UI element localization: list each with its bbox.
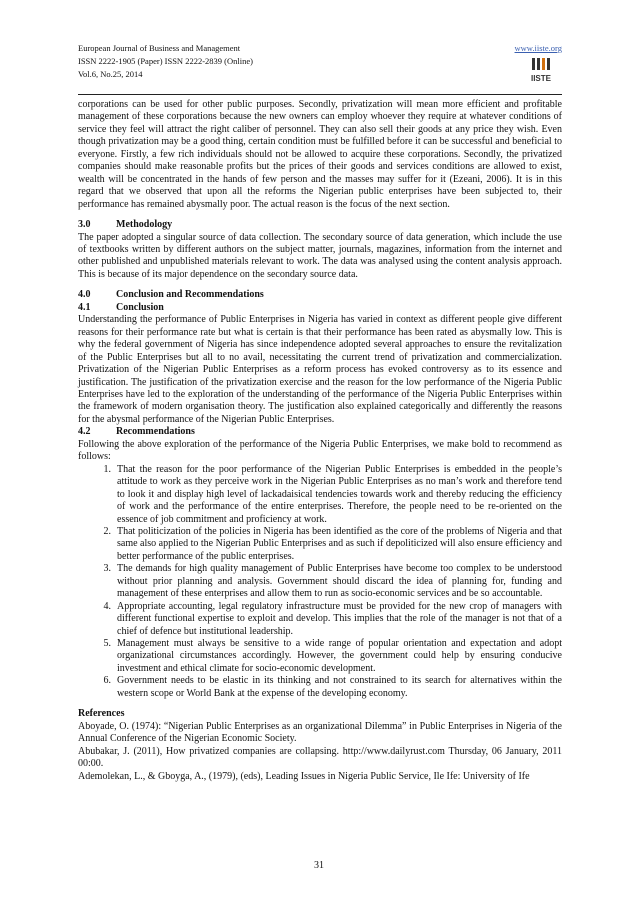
list-number: 5. [103, 638, 111, 650]
list-number: 1. [103, 463, 111, 475]
conclusion-paragraph: Understanding the performance of Public Enterprises in Nigeria has varied in context as different people give different reasons for their performance rate but what is certain is that their performance has been rated as abysmally low. This is why the federal government of Nigeria has since independence adopted several approaches to ensure the revitalization of the Public Enterprises but all to no avail, necessitating the current trend of privatization and commercialization. Privatization of the Nigerian Public Enterprises as a reform process has evoked controversy as to its essence and justification. The justification of the privatization exercise and the reason for the low performance of the Nigeria Public Enterprises have led to the exploration of the understanding of the performance of the Nigeria Public Enterprises within the framework of modern organisation theory. The justification also explained categorically and differently the reasons for the abysmal performance of the Nigerian Public Enterprises. [78, 314, 562, 425]
intro-paragraph: corporations can be used for other public purposes. Secondly, privatization will mean more efficient and profitable management of these corporations because the new owners can employ whoever they require at whatever conditions of service they feel will attract the right caliber of personnel. They can also sell their goods at any price they wish. Even though privatization may be a good thing, certain condition must be fulfilled before it can be successful and beneficial to everyone. Firstly, a few rich individuals should not be allowed to acquire these corporations. Secondly, the privatized companies should make reasonable profits but the prices of their goods and services conditions are allowed to exist, wealth will be concentrated in the hands of few person and the masses may suffer for it (Ezeani, 2006). It is in this regard that we observed that upon all the reforms the Nigerian public enterprises have been subjected to, their performance has remained abysmally poor. The actual reason is the focus of the next section. [78, 99, 562, 210]
list-number: 4. [103, 600, 111, 612]
journal-title: European Journal of Business and Management [78, 43, 241, 53]
list-number: 2. [103, 525, 111, 537]
journal-info [78, 42, 253, 81]
list-item [78, 464, 562, 526]
header-rule [78, 94, 562, 95]
references-heading: References [78, 708, 125, 720]
article-body [78, 99, 562, 783]
logo-text: IISTE [530, 74, 552, 83]
journal-url-link[interactable]: www.iiste.org [514, 43, 562, 53]
subsection-title: Recommendations [116, 426, 195, 438]
list-item [78, 526, 562, 563]
list-number: 6. [103, 675, 111, 687]
list-text: Management must always be sensitive to a wide range of popular orientation and expectation and adopt organizational circumstances accordingly. However, the government could help by ensuring conducive investment and ethical climate for socio-economic development. [117, 638, 562, 674]
subsection-number: 4.2 [78, 426, 91, 438]
section-number: 3.0 [78, 219, 91, 231]
volume-line: Vol.6, No.25, 2014 [78, 69, 143, 79]
list-text: That politicization of the policies in Nigeria has been identified as the core of the problems of Nigeria and that same also applied to the Nigerian Public Enterprises and as such if depoliticized will also ensure efficiency and better performance of the public enterprises. [117, 525, 562, 562]
list-item [78, 563, 562, 600]
list-text: That the reason for the poor performance of the Nigerian Public Enterprises is embedded in the people’s attitude to work as they perceive work in the Nigerian Public Enterprises as no man’s work and therefore tend to look it and display high level of lackadaisical tendencies towards work and thereby reducing the efficiency of work and the performance of the entire enterprises. Therefore, the people need to be re-oriented on the essence of job commitment and proficiency at work. [117, 463, 562, 525]
section-title: Methodology [116, 219, 173, 231]
section-title: Conclusion and Recommendations [116, 289, 264, 301]
recommendations-intro: Following the above exploration of the performance of the Nigeria Public Enterprises, we make bold to recommend as follows: [78, 438, 562, 463]
reference-entry: Abubakar, J. (2011), How privatized companies are collapsing. http://www.dailyrust.com Thursday, 06 January, 2011 00:00. [78, 745, 562, 770]
list-item [78, 675, 562, 700]
subsection-number: 4.1 [78, 301, 91, 313]
subsection-title: Conclusion [116, 301, 164, 313]
list-item [78, 601, 562, 638]
list-text: The demands for high quality management of Public Enterprises have become too complex to be understood without prior planning and analysis. Government should discard the idea of planning for, funding and management of these enterprises and allow them to run as socio-economic services and be so accountable. [117, 563, 562, 600]
issn-line: ISSN 2222-1905 (Paper) ISSN 2222-2839 (Online) [78, 56, 253, 66]
conclusion-heading [78, 302, 562, 314]
reference-entry: Aboyade, O. (1974): “Nigerian Public Enterprises as an organizational Dilemma” in Public Enterprises in Nigeria of the Annual Conference of the Nigerian Economic Society. [78, 720, 562, 745]
reference-entry: Ademolekan, L., & Gboyga, A., (1979), (eds), Leading Issues in Nigeria Public Service, Ile Ife: University of Ife [78, 770, 530, 782]
page [78, 42, 562, 783]
list-number: 3. [103, 563, 111, 575]
section-number: 4.0 [78, 289, 91, 301]
list-text: Appropriate accounting, legal regulatory infrastructure must be provided for the new crop of managers with different functional expertise to exploit and develop. This implies that the role of the manager is not that of a chief of defence but institutional leadership. [117, 600, 562, 637]
conclusion-recommendations-heading [78, 289, 562, 301]
recommendations-list [78, 464, 562, 701]
running-header [78, 42, 562, 92]
page-number: 31 [314, 860, 324, 871]
list-text: Government needs to be elastic in its thinking and not constrained to its search for alternatives within the western scope or World Bank at the expense of the developing economy. [117, 675, 562, 699]
list-item [78, 638, 562, 675]
iiste-logo [526, 56, 556, 86]
recommendations-heading [78, 426, 562, 438]
methodology-paragraph: The paper adopted a singular source of data collection. The secondary source of data generation, which include the use of textbooks written by different authors on the subject matter, journals, magazines, information from the internet and other published and unpublished materials relevant to work. The data was analysed using the content analysis approach. This is because of its major dependence on the secondary source data. [78, 231, 562, 280]
methodology-heading [78, 219, 562, 231]
